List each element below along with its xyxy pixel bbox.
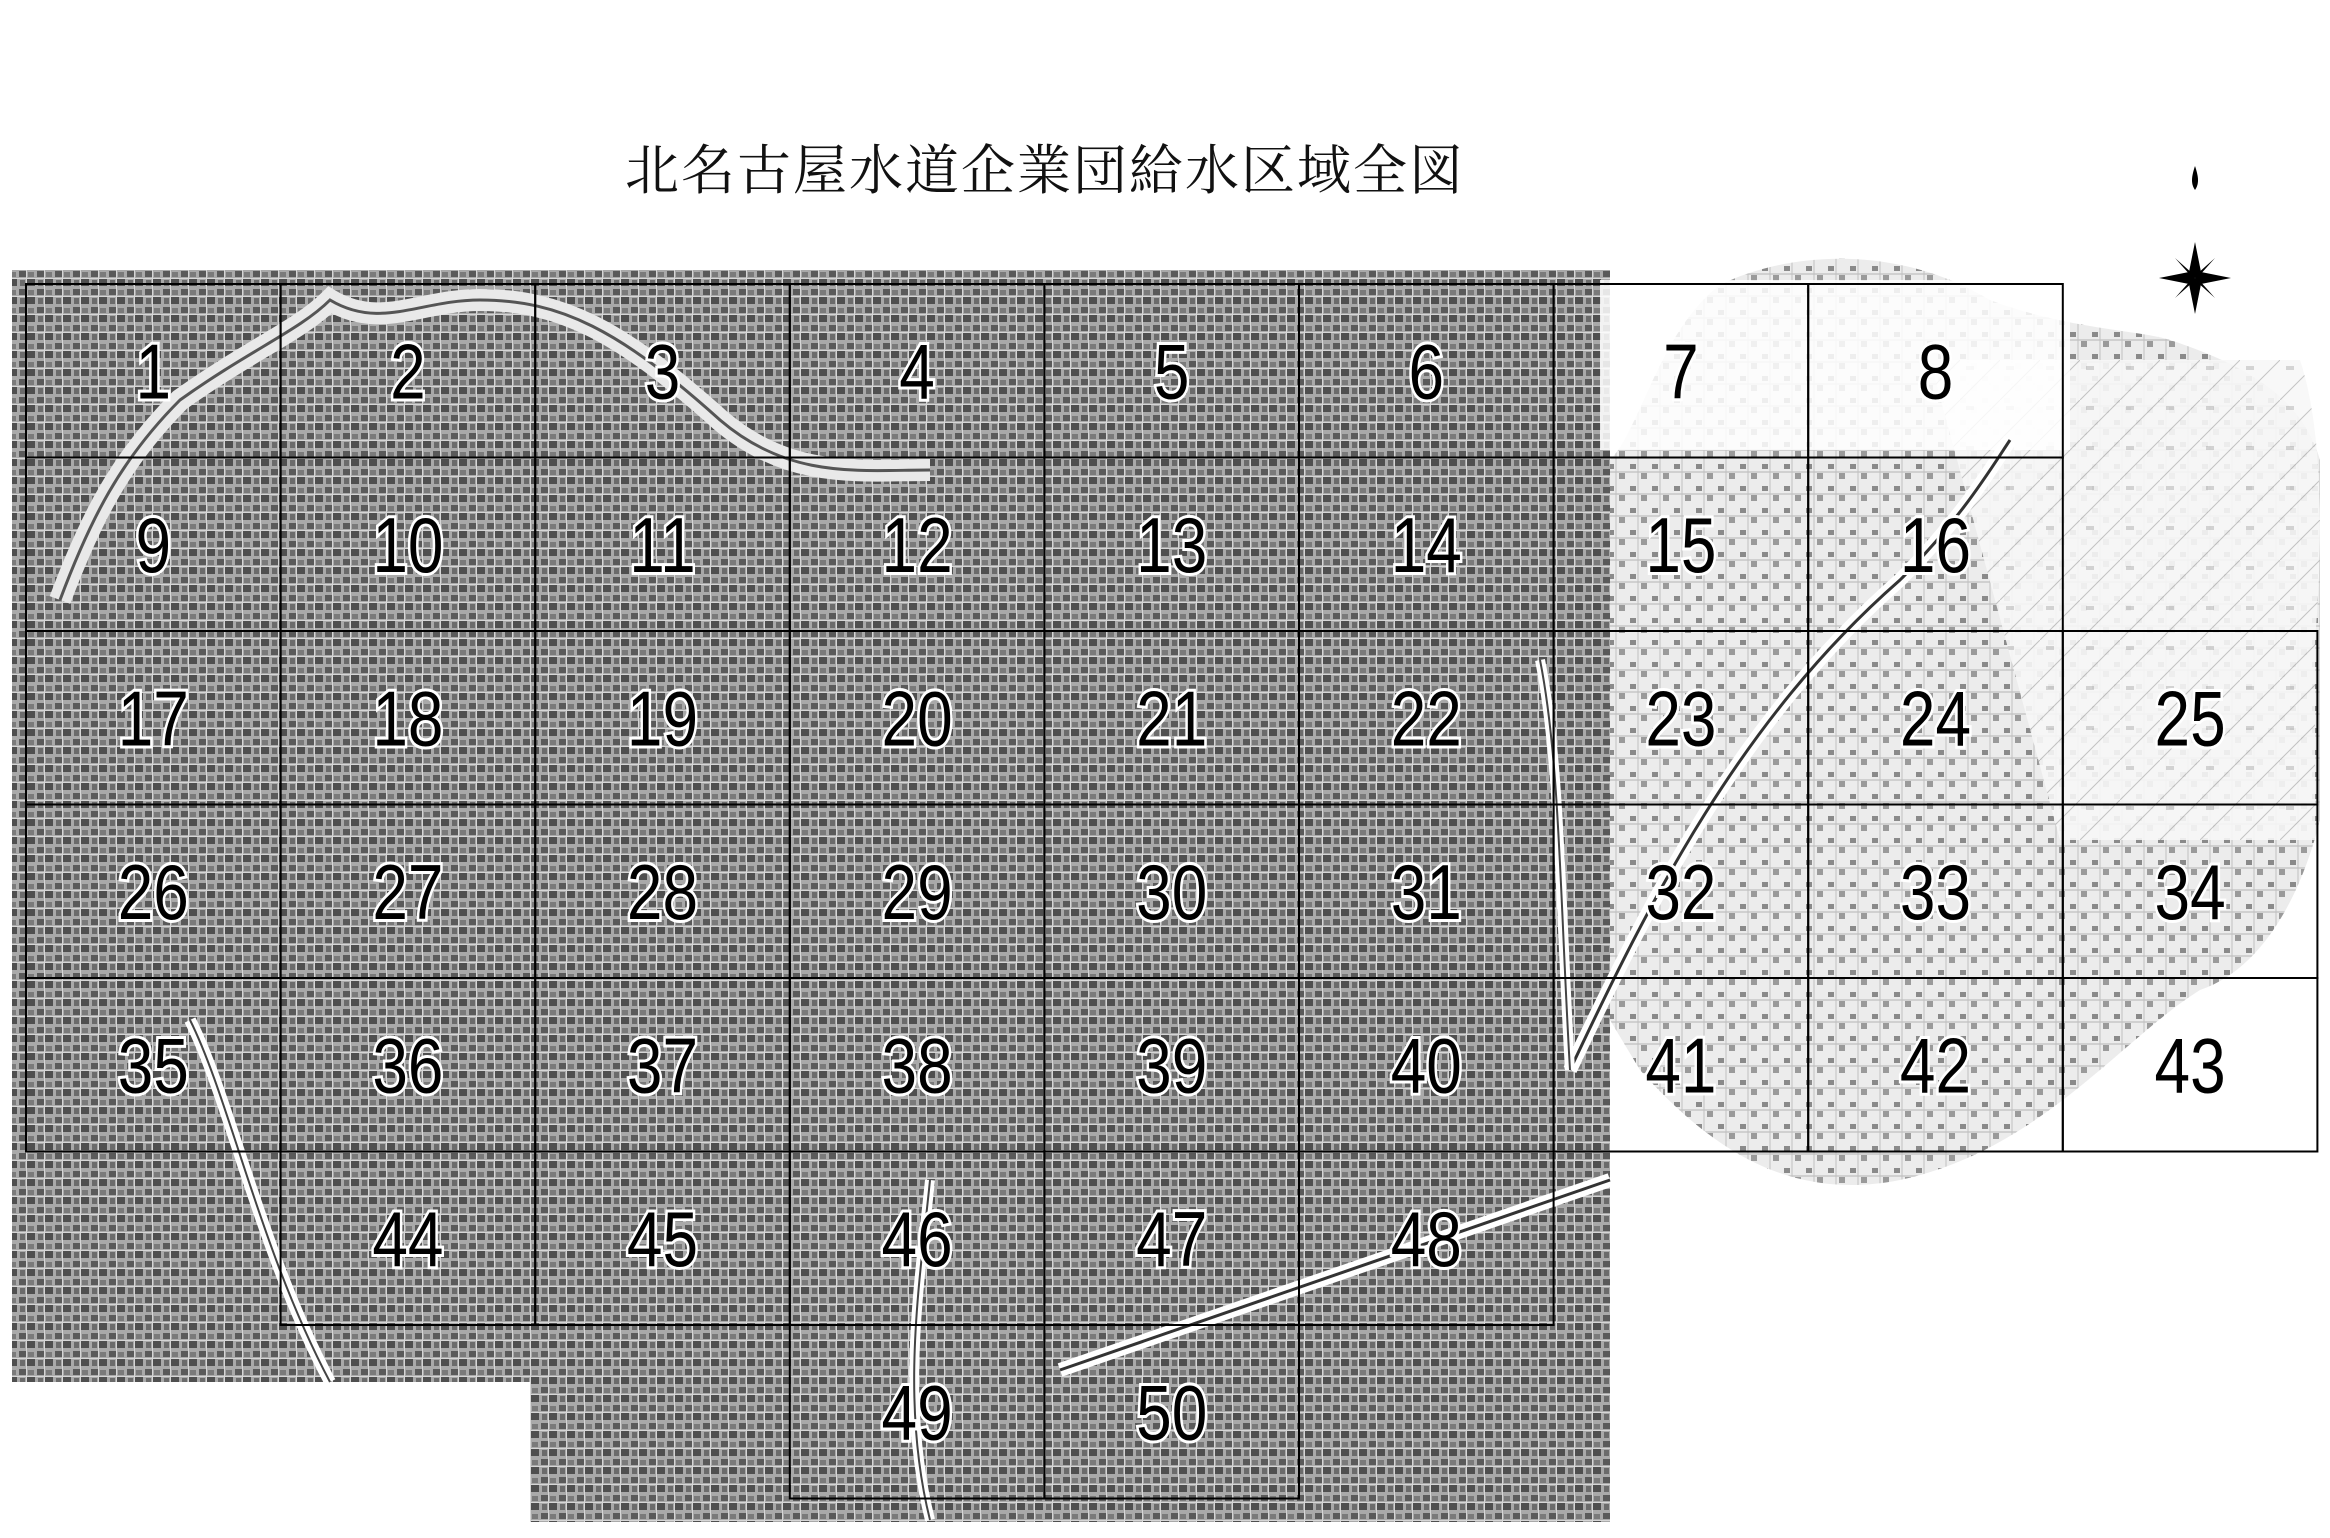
grid-cell-number: 25 xyxy=(2154,675,2226,764)
grid-cell-number: 19 xyxy=(626,675,699,764)
grid-cell-number: 13 xyxy=(1136,502,1208,590)
grid-cell-number: 21 xyxy=(1136,675,1208,764)
grid-cell-number: 45 xyxy=(626,1196,699,1284)
grid-cell-number: 40 xyxy=(1390,1022,1462,1111)
grid-cell-number: 47 xyxy=(1136,1196,1208,1284)
grid-cell-number: 15 xyxy=(1645,502,1717,590)
grid-cell-number: 12 xyxy=(881,502,953,590)
grid-cell-number: 34 xyxy=(2154,849,2226,937)
grid-cell-number: 1 xyxy=(135,328,172,417)
grid-cell-number: 10 xyxy=(372,502,444,590)
grid-cell-number: 7 xyxy=(1663,328,1699,417)
grid-cell-number: 14 xyxy=(1390,502,1462,590)
grid-cell-number: 22 xyxy=(1390,675,1462,764)
grid-cell-number: 24 xyxy=(1899,675,1972,764)
grid-cell-number: 32 xyxy=(1645,849,1717,937)
grid-cell-number: 39 xyxy=(1136,1022,1208,1111)
grid-cell-number: 49 xyxy=(881,1369,953,1458)
north-arrow-icon xyxy=(2159,166,2231,314)
grid-cell-number: 46 xyxy=(881,1196,953,1284)
grid-cell-number: 42 xyxy=(1899,1022,1972,1111)
grid-cell-number: 5 xyxy=(1153,328,1190,417)
grid-cell-number: 35 xyxy=(117,1022,189,1111)
grid-cell-number: 41 xyxy=(1645,1022,1717,1111)
grid-cell-number: 3 xyxy=(644,328,681,417)
grid-cell-number: 4 xyxy=(899,328,935,417)
map-title: 北名古屋水道企業団給水区域全図 xyxy=(625,139,1465,202)
grid-cell-number: 30 xyxy=(1136,849,1208,937)
grid-cell-number: 26 xyxy=(117,849,189,937)
grid-cell-number: 31 xyxy=(1390,849,1462,937)
grid-cell-number: 16 xyxy=(1899,502,1972,590)
grid-cell-number: 20 xyxy=(881,675,953,764)
grid-cell-number: 11 xyxy=(629,502,696,590)
grid-cell-number: 50 xyxy=(1136,1369,1208,1458)
grid-cell-number: 38 xyxy=(881,1022,953,1111)
grid-cell-number: 6 xyxy=(1408,328,1445,417)
grid-cell-number: 48 xyxy=(1390,1196,1462,1284)
grid-cell-number: 37 xyxy=(626,1022,699,1111)
grid-cell-number: 17 xyxy=(117,675,189,764)
grid-cell-number: 8 xyxy=(1917,328,1954,417)
grid-cell-number: 9 xyxy=(135,502,172,590)
grid-cell-number: 27 xyxy=(372,849,444,937)
grid-cell-number: 43 xyxy=(2154,1022,2226,1111)
grid-cell-number: 28 xyxy=(626,849,699,937)
grid-cell-number: 2 xyxy=(390,328,426,417)
grid-cell-number: 23 xyxy=(1645,675,1717,764)
grid-cell-number: 33 xyxy=(1899,849,1972,937)
grid-cell-number: 29 xyxy=(881,849,953,937)
grid-cell-number: 36 xyxy=(372,1022,444,1111)
grid-cell-number: 44 xyxy=(372,1196,444,1284)
grid-cell-number: 18 xyxy=(372,675,444,764)
